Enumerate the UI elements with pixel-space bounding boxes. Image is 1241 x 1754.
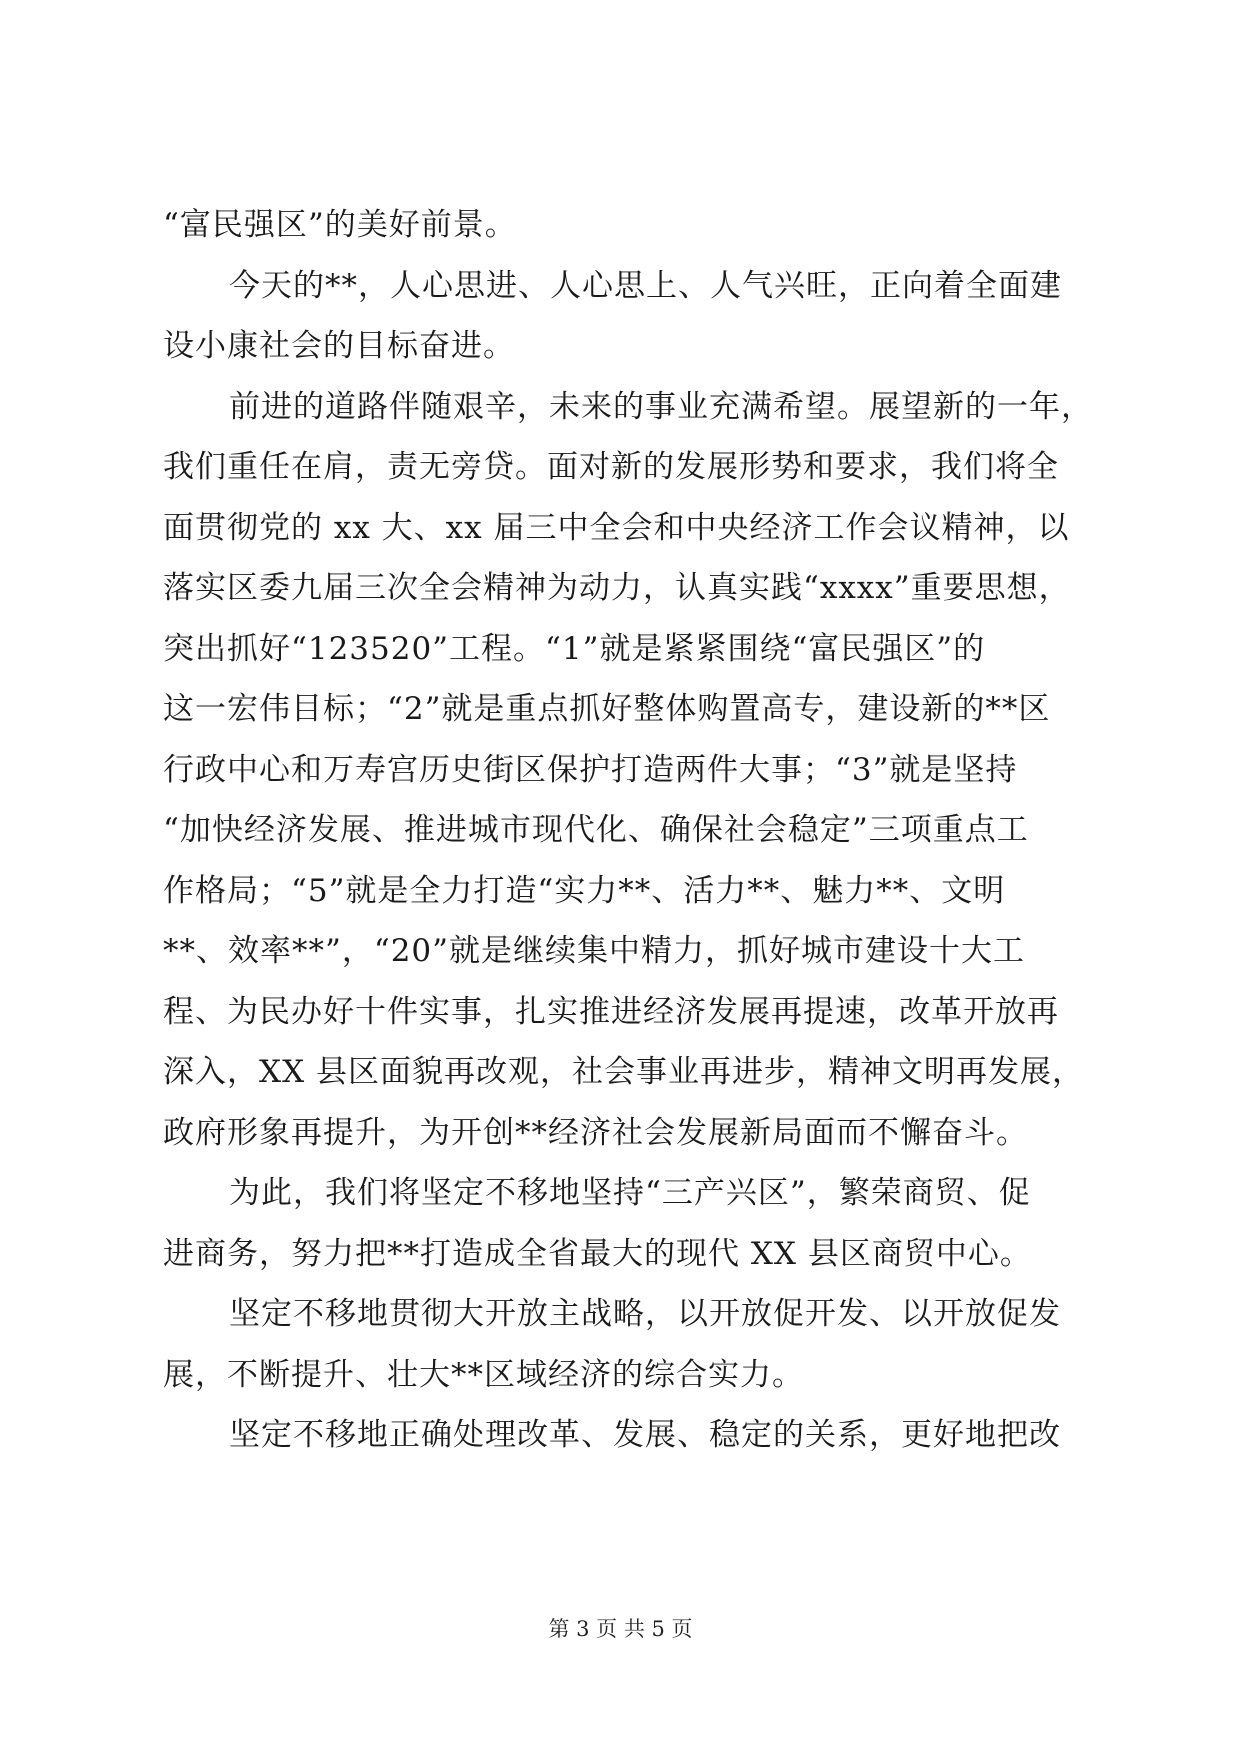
text-line: 行政中心和万寿宫历史街区保护打造两件大事；“3”就是坚持 xyxy=(163,751,1018,788)
text-line: 落实区委九届三次全会精神为动力，认真实践“xxxx”重要思想， xyxy=(163,570,1071,606)
text-line: 面贯彻党的 xx 大、xx 届三中全会和中央经济工作会议精神，以 xyxy=(163,509,1070,546)
text-line: 设小康社会的目标奋进。 xyxy=(163,328,515,364)
text-line: 程、为民办好十件实事，扎实推进经济发展再提速，改革开放再 xyxy=(163,993,1059,1030)
text-line: **、效率**”，“20”就是继续集中精力，抓好城市建设十大工 xyxy=(163,933,1025,969)
document-body xyxy=(163,195,1093,1466)
text-line: 为此，我们将坚定不移地坚持“三产兴区”，繁荣商贸、促 xyxy=(229,1175,1031,1211)
text-line: 前进的道路伴随艰辛，未来的事业充满希望。展望新的一年， xyxy=(229,388,1093,425)
text-line: 坚定不移地正确处理改革、发展、稳定的关系，更好地把改 xyxy=(229,1417,1061,1453)
text-line: “富民强区”的美好前景。 xyxy=(163,207,517,243)
text-line: 这一宏伟目标；“2”就是重点抓好整体购置高专，建设新的**区 xyxy=(163,691,1051,727)
text-line: 展，不断提升、壮大**区域经济的综合实力。 xyxy=(163,1356,804,1393)
text-line: 今天的**，人心思进、人心思上、人气兴旺，正向着全面建 xyxy=(229,267,1062,304)
text-line: 进商务，努力把**打造成全省最大的现代 XX 县区商贸中心。 xyxy=(163,1235,1032,1272)
text-line: 坚定不移地贯彻大开放主战略，以开放促开发、以开放促发 xyxy=(229,1296,1061,1332)
text-line: 突出抓好“123520”工程。“1”就是紧紧围绕“富民强区”的 xyxy=(163,630,986,667)
page-number-footer: 第 3 页 共 5 页 xyxy=(548,1617,693,1641)
text-line: 深入，XX 县区面貌再改观，社会事业再进步，精神文明再发展， xyxy=(163,1054,1084,1090)
text-line: 政府形象再提升，为开创**经济社会发展新局面而不懈奋斗。 xyxy=(163,1114,1028,1151)
text-line: 我们重任在肩，责无旁贷。面对新的发展形势和要求，我们将全 xyxy=(163,449,1059,485)
text-line: “加快经济发展、推进城市现代化、确保社会稳定”三项重点工 xyxy=(163,812,1029,848)
text-line: 作格局；“5”就是全力打造“实力**、活力**、魅力**、文明 xyxy=(163,872,1006,909)
